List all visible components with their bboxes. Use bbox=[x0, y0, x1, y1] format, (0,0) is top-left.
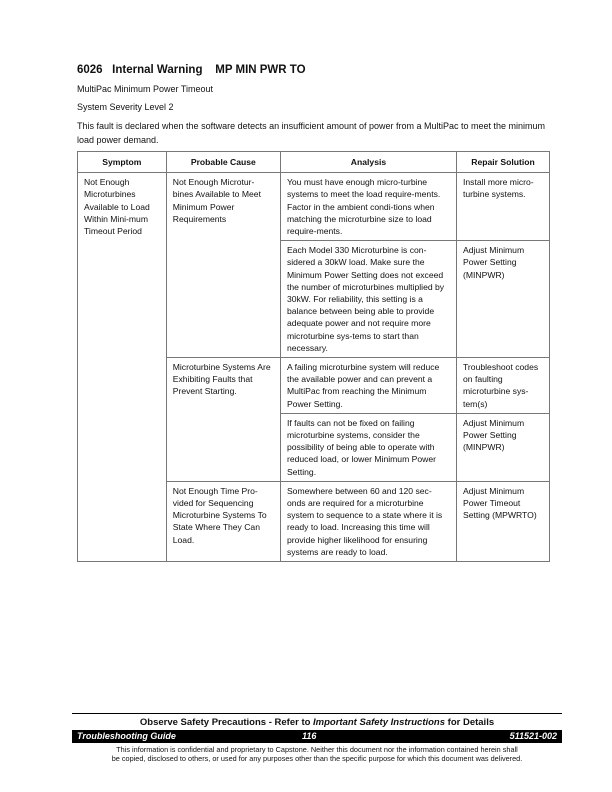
fault-description: This fault is declared when the software detects an insufficient amount of power from a MultiPac to meet the minimum load power demand. bbox=[77, 121, 546, 145]
symptom-cell: Not Enough Microturbines Available to Load Within Mini-mum Timeout Period bbox=[78, 173, 167, 562]
safety-notice bbox=[72, 713, 562, 728]
severity-level: System Severity Level 2 bbox=[77, 102, 174, 112]
repair-cell: Troubleshoot codes on faulting microturbine sys-tem(s) bbox=[457, 358, 550, 414]
page-number: 116 bbox=[302, 731, 317, 741]
repair-cell: Install more micro-turbine systems. bbox=[457, 173, 550, 241]
troubleshooting-table bbox=[77, 151, 550, 562]
guide-title: Troubleshooting Guide bbox=[77, 731, 176, 741]
footer-bar bbox=[72, 730, 562, 743]
analysis-cell: If faults can not be fixed on failing microturbine systems, consider the possibility of being able to operate with reduced load, or lower Minimum Power Setting. bbox=[280, 413, 456, 481]
confidentiality-line-1: This information is confidential and proprietary to Capstone. Neither this document nor the information contained herein shall bbox=[116, 745, 518, 754]
cause-cell: Not Enough Time Pro-vided for Sequencing Microturbine Systems To State Where They Can Load. bbox=[166, 481, 280, 561]
confidentiality-notice bbox=[72, 745, 562, 763]
section-heading: 6026 Internal Warning MP MIN PWR TO bbox=[77, 64, 306, 76]
analysis-cell: Somewhere between 60 and 120 sec-onds are required for a microturbine system to sequence to a state where it is ready to load. Increasing this time will provide higher likelihood for ensuring systems are ready to load. bbox=[280, 481, 456, 561]
header-symptom: Symptom bbox=[78, 152, 167, 173]
confidentiality-line-2: be copied, disclosed to others, or used for any purposes other than the specific purpose for which this document was delivered. bbox=[111, 754, 523, 763]
header-repair-solution: Repair Solution bbox=[457, 152, 550, 173]
cause-cell bbox=[166, 413, 280, 481]
header-analysis: Analysis bbox=[280, 152, 456, 173]
safety-instructions-reference: Important Safety Instructions bbox=[313, 717, 446, 728]
analysis-cell: Each Model 330 Microturbine is con-sidered a 30kW load. Make sure the Minimum Power Setting does not exceed the number of microturbines multiplied by 30kW. For reliability, this setting is a balance between being able to provide adequate power and not require more microturbine sys-tems to start than necessary. bbox=[280, 241, 456, 358]
cause-cell: Not Enough Microtur-bines Available to Meet Minimum Power Requirements bbox=[166, 173, 280, 241]
safety-suffix: for Details bbox=[445, 717, 495, 728]
safety-prefix: Observe Safety Precautions - Refer to bbox=[139, 717, 314, 728]
repair-cell: Adjust Minimum Power Setting (MINPWR) bbox=[457, 241, 550, 358]
table-row bbox=[78, 173, 550, 241]
document-number: 511521-002 bbox=[509, 731, 557, 741]
analysis-cell: A failing microturbine system will reduce the available power and can prevent a MultiPac from reaching the Minimum Power Setting. bbox=[280, 358, 456, 414]
cause-cell bbox=[166, 241, 280, 358]
header-probable-cause: Probable Cause bbox=[166, 152, 280, 173]
analysis-cell: You must have enough micro-turbine systems to meet the load require-ments. Factor in the ambient condi-tions when matching the microturbine size to load require-ments. bbox=[280, 173, 456, 241]
fault-subtitle: MultiPac Minimum Power Timeout bbox=[77, 84, 214, 94]
cause-cell: Microturbine Systems Are Exhibiting Faults that Prevent Starting. bbox=[166, 358, 280, 414]
table-header-row bbox=[78, 152, 550, 173]
repair-cell: Adjust Minimum Power Timeout Setting (MPWRTO) bbox=[457, 481, 550, 561]
repair-cell: Adjust Minimum Power Setting (MINPWR) bbox=[457, 413, 550, 481]
